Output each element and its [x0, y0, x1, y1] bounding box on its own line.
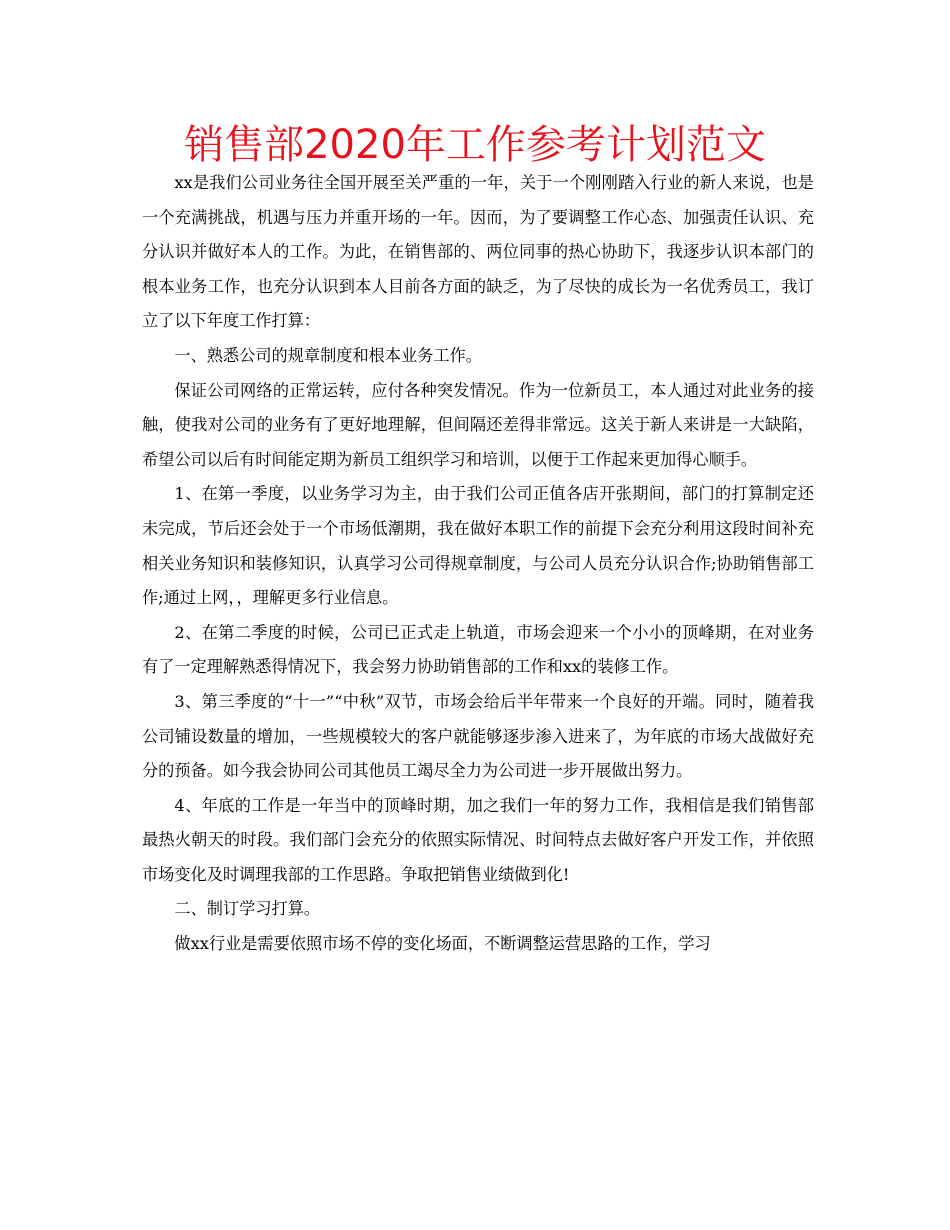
paragraph-q1: 1、在第一季度，以业务学习为主，由于我们公司正值各店开张期间，部门的打算制定还未完成，节后还会处于一个市场低潮期，我在做好本职工作的前提下会充分利用这段时间补充相关业务知识和装修知识，认真学习公司得规章制度，与公司人员充分认识合作;协助销售部工作;通过上网，，理解更多行业信息。: [142, 484, 814, 608]
document-body: [142, 166, 814, 962]
section-heading-1: 一、熟悉公司的规章制度和根本业务工作。: [174, 345, 482, 365]
section-heading-2: 二、制订学习打算。: [174, 899, 321, 919]
paragraph-q3: 3、第三季度的“十一”“中秋”双节，市场会给后半年带来一个良好的开端。同时，随着我公司铺设数量的增加，一些规模较大的客户就能够逐步渗入进来了，为年底的市场大战做好充分的预备。如今我会协同公司其他员工竭尽全力为公司进一步开展做出努力。: [142, 691, 814, 781]
document-title: 销售部2020年工作参考计划范文: [184, 122, 766, 168]
paragraph-q4: 4、年底的工作是一年当中的顶峰时期，加之我们一年的努力工作，我相信是我们销售部最热火朝天的时段。我们部门会充分的依照实际情况、时间特点去做好客户开发工作，并依照市场变化及时调理我部的工作思路。争取把销售业绩做到化!: [142, 795, 814, 884]
paragraph-study: 做xx行业是需要依照市场不停的变化场面，不断调整运营思路的工作，学习: [174, 934, 711, 954]
paragraph-intro: xx是我们公司业务往全国开展至关严重的一年，关于一个刚刚踏入行业的新人来说，也是一个充满挑战，机遇与压力并重开场的一年。因而，为了要调整工作心态、加强责任认识、充分认识并做好本人的工作。为此，在销售部的、两位同事的热心协助下，我逐步认识本部门的根本业务工作，也充分认识到本人目前各方面的缺乏，为了尽快的成长为一名优秀员工，我订立了以下年度工作打算：: [142, 173, 814, 331]
paragraph-q2: 2、在第二季度的时候，公司已正式走上轨道，市场会迎来一个小小的顶峰期，在对业务有了一定理解熟悉得情况下，我会努力协助销售部的工作和xx的装修工作。: [142, 622, 814, 677]
paragraph-network: 保证公司网络的正常运转，应付各种突发情况。作为一位新员工，本人通过对此业务的接触，使我对公司的业务有了更好地理解，但间隔还差得非常远。这关于新人来讲是一大缺陷，希望公司以后有时间能定期为新员工组织学习和培训，以便于工作起来更加得心顺手。: [142, 380, 814, 469]
